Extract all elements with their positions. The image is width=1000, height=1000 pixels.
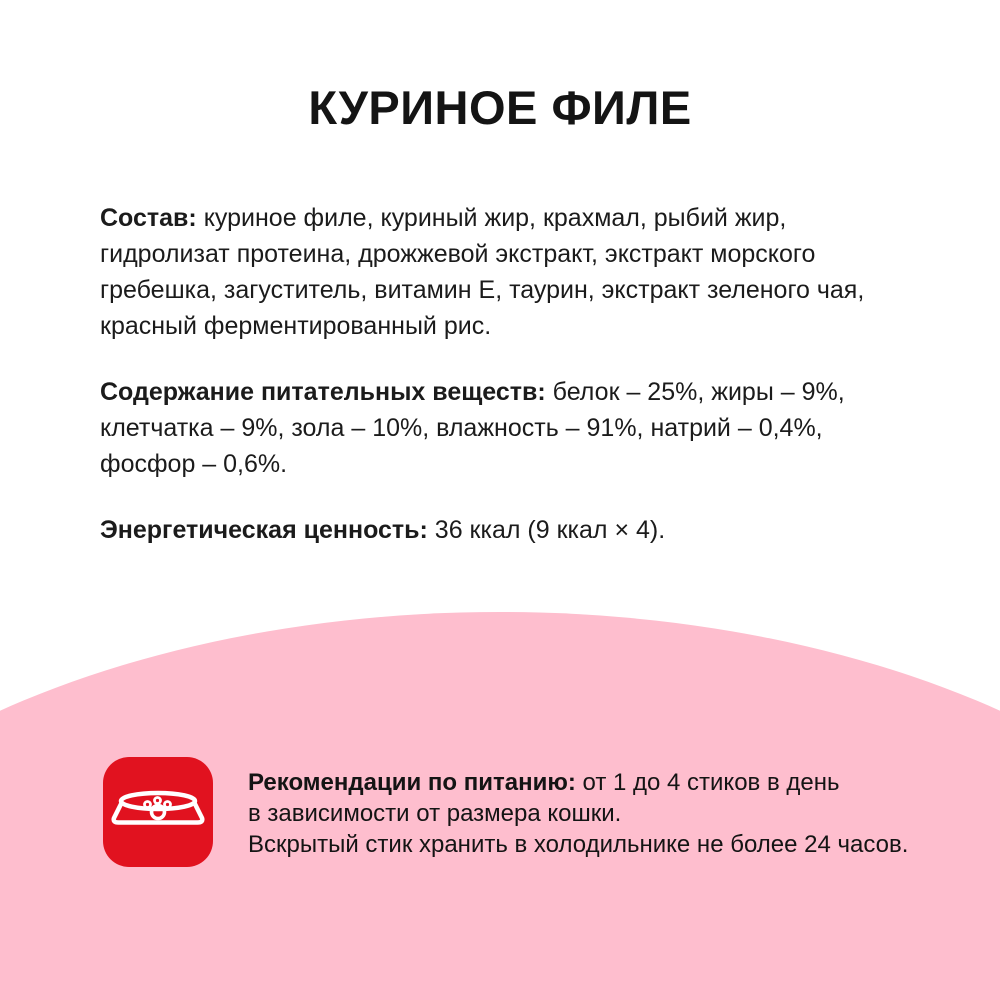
pet-food-bowl-icon-glyph — [103, 757, 213, 867]
feeding-recommendation-block — [103, 757, 908, 867]
nutrients-paragraph — [100, 374, 912, 482]
energy-paragraph — [100, 512, 912, 548]
composition-label: Состав: — [100, 204, 197, 232]
nutrients-text: белок – 25%, жиры – 9%, клетчатка – 9%, зола – 10%, влажность – 91%, натрий – 0,4%, фосфор – 0,6%. — [100, 378, 845, 478]
composition-paragraph — [100, 200, 912, 344]
recommendation-label: Рекомендации по питанию: — [248, 769, 576, 796]
energy-label: Энергетическая ценность: — [100, 516, 428, 544]
recommendation-line-2: в зависимости от размера кошки. — [248, 800, 622, 827]
page-title: КУРИНОЕ ФИЛЕ — [308, 81, 692, 134]
recommendation-line-1 — [248, 767, 908, 798]
recommendation-line-3: Вскрытый стик хранить в холодильнике не более 24 часов. — [248, 831, 909, 858]
feeding-recommendation-text — [248, 757, 908, 860]
pet-food-bowl-icon — [103, 757, 213, 867]
composition-text: куриное филе, куриный жир, крахмал, рыбий жир, гидролизат протеина, дрожжевой экстракт, экстракт морского гребешка, загуститель, витамин Е, таурин, экстракт зеленого чая, красный ферментированный рис. — [100, 204, 865, 340]
product-details — [100, 200, 912, 578]
recommendation-intro: от 1 до 4 стиков в день — [575, 769, 840, 796]
energy-text: 36 ккал (9 ккал × 4). — [427, 516, 666, 544]
nutrients-label: Содержание питательных веществ: — [100, 378, 546, 406]
